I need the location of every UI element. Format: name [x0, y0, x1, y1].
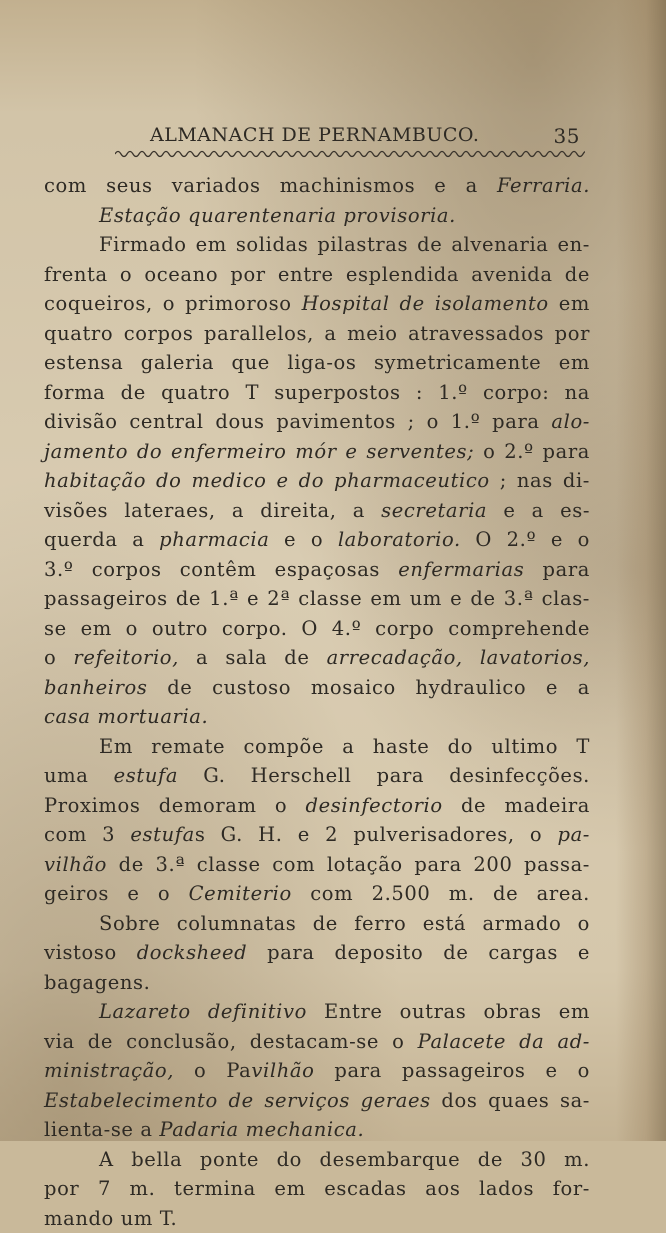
text-line: se em o outro corpo. O 4.º corpo comprehende [44, 614, 590, 644]
text-line: frenta o oceano por entre esplendida avenida de [44, 260, 590, 290]
text-line: A bella ponte do desembarque de 30 m. [44, 1145, 590, 1175]
text-line: coqueiros, o primoroso Hospital de isolamento em [44, 289, 590, 319]
text-line: vistoso docksheed para deposito de cargas e [44, 938, 590, 968]
text-line: divisão central dous pavimentos ; o 1.º para alo- [44, 407, 590, 437]
text-line: querda a pharmacia e o laboratorio. O 2.º e o [44, 525, 590, 555]
text-line: mando um T. [44, 1204, 590, 1233]
text-line: forma de quatro T superpostos : 1.º corpo: na [44, 378, 590, 408]
page-edge-shadow [616, 0, 666, 1141]
text-line: vilhão de 3.ª classe com lotação para 200 passa- [44, 850, 590, 880]
text-line: casa mortuaria. [44, 702, 590, 732]
text-line: banheiros de custoso mosaico hydraulico e a [44, 673, 590, 703]
running-title: ALMANACH DE PERNAMBUCO. [150, 124, 479, 146]
text-line: com 3 estufas G. H. e 2 pulverisadores, o pa- [44, 820, 590, 850]
text-line: Estabelecimento de serviços geraes dos quaes sa- [44, 1086, 590, 1116]
text-line: ministração, o Pavilhão para passageiros e o [44, 1056, 590, 1086]
text-line: Proximos demoram o desinfectorio de madeira [44, 791, 590, 821]
text-line: uma estufa G. Herschell para desinfecções. [44, 761, 590, 791]
text-line: Em remate compõe a haste do ultimo T [44, 732, 590, 762]
text-line: Firmado em solidas pilastras de alvenaria en- [44, 230, 590, 260]
text-line: geiros e o Cemiterio com 2.500 m. de area. [44, 879, 590, 909]
text-line: estensa galeria que liga-os symetricamente em [44, 348, 590, 378]
text-line: habitação do medico e do pharmaceutico ; nas di- [44, 466, 590, 496]
body-text [44, 171, 590, 1233]
text-line: lienta-se a Padaria mechanica. [44, 1115, 590, 1145]
text-line: bagagens. [44, 968, 590, 998]
text-line: quatro corpos parallelos, a meio atravessados por [44, 319, 590, 349]
text-line: o refeitorio, a sala de arrecadação, lavatorios, [44, 643, 590, 673]
text-line: jamento do enfermeiro mór e serventes; o 2.º para [44, 437, 590, 467]
text-line: visões lateraes, a direita, a secretaria e a es- [44, 496, 590, 526]
text-line: passageiros de 1.ª e 2ª classe em um e de 3.ª clas- [44, 584, 590, 614]
section-heading: Estação quarentenaria provisoria. [44, 201, 590, 231]
text-line: por 7 m. termina em escadas aos lados for- [44, 1174, 590, 1204]
text-line: Sobre columnatas de ferro está armado o [44, 909, 590, 939]
page-number: 35 [554, 124, 580, 148]
page-header [150, 124, 580, 150]
text-line: via de conclusão, destacam-se o Palacete da ad- [44, 1027, 590, 1057]
decorative-wavy-rule [115, 148, 585, 160]
section-heading: Lazareto definitivo Entre outras obras em [44, 997, 590, 1027]
text-line: com seus variados machinismos e a Ferraria. [44, 171, 590, 201]
text-line: 3.º corpos contêm espaçosas enfermarias para [44, 555, 590, 585]
